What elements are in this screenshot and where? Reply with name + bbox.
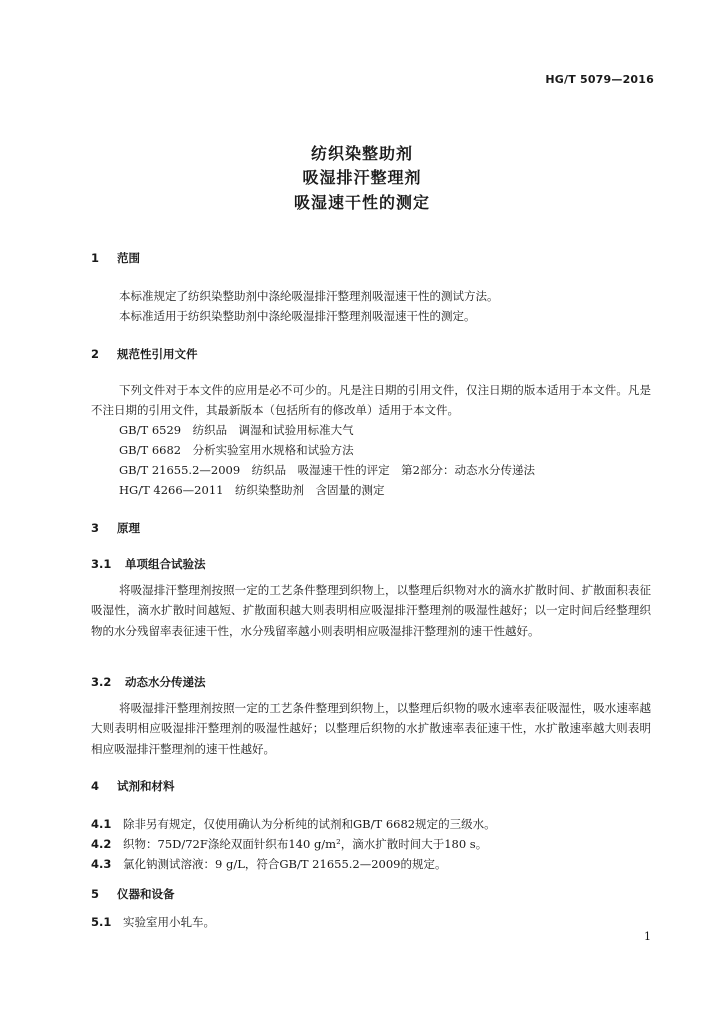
- section-title: 原理: [117, 521, 140, 535]
- section-number: 1: [91, 251, 100, 265]
- reference-item: HG/T 4266—2011 纺织染整助剂 含固量的测定: [119, 483, 385, 497]
- section-number: 2: [91, 347, 100, 361]
- section-3-heading: [91, 520, 140, 536]
- item-number: 4.2: [91, 837, 112, 851]
- section-title: 规范性引用文件: [117, 347, 198, 361]
- section-number: 3.1: [91, 557, 112, 571]
- title-line-3: 吸湿速干性的测定: [293, 193, 430, 212]
- section-title: 仪器和设备: [117, 887, 175, 901]
- section-5-heading: [91, 886, 175, 902]
- section-2-heading: [91, 346, 198, 362]
- title-line-1: 纺织染整助剂: [310, 144, 413, 163]
- list-item: [91, 816, 496, 832]
- section-title: 动态水分传递法: [125, 675, 206, 689]
- section-number: 5: [91, 887, 100, 901]
- item-text: 织物：75D/72F涤纶双面针织布140 g/m²，滴水扩散时间大于180 s。: [123, 837, 488, 851]
- item-text: 实验室用小轧车。: [123, 915, 215, 929]
- section-3-2-heading: [91, 674, 206, 690]
- list-item: [91, 836, 487, 852]
- list-item: [91, 914, 215, 930]
- reference-item: GB/T 6682 分析实验室用水规格和试验方法: [119, 443, 354, 457]
- references-intro: 下列文件对于本文件的应用是必不可少的。凡是注日期的引用文件，仅注日期的版本适用于本文件。凡是不注日期的引用文件，其最新版本（包括所有的修改单）适用于本文件。: [91, 383, 651, 418]
- item-text: 除非另有规定，仅使用确认为分析纯的试剂和GB/T 6682规定的三级水。: [123, 817, 496, 831]
- section-title: 单项组合试验法: [125, 557, 206, 571]
- section-1-heading: [91, 250, 140, 266]
- item-number: 4.3: [91, 857, 112, 871]
- reference-item: GB/T 21655.2—2009 纺织品 吸湿速干性的评定 第2部分：动态水分传递法: [119, 463, 535, 477]
- scope-paragraph-2: 本标准适用于纺织染整助剂中涤纶吸湿排汗整理剂吸湿速干性的测定。: [119, 309, 476, 323]
- standard-number: HG/T 5079—2016: [545, 73, 654, 86]
- section-number: 3: [91, 521, 100, 535]
- page-number: 1: [644, 930, 651, 943]
- section-title: 试剂和材料: [117, 779, 175, 793]
- section-4-heading: [91, 778, 175, 794]
- list-item: [91, 856, 447, 872]
- section-3-2-text: 将吸湿排汗整理剂按照一定的工艺条件整理到织物上，以整理后织物的吸水速率表征吸湿性，吸水速率越大则表明相应吸湿排汗整理剂的吸湿性越好；以整理后织物的水扩散速率表征速干性，水扩散速率越大则表明相应吸湿排汗整理剂的速干性越好。: [91, 701, 651, 756]
- scope-paragraph-1: 本标准规定了纺织染整助剂中涤纶吸湿排汗整理剂吸湿速干性的测试方法。: [119, 289, 499, 303]
- item-number: 4.1: [91, 817, 112, 831]
- title-line-2: 吸湿排汗整理剂: [302, 168, 422, 187]
- section-3-1-heading: [91, 556, 206, 572]
- section-title: 范围: [117, 251, 140, 265]
- section-number: 3.2: [91, 675, 112, 689]
- item-text: 氯化钠测试溶液：9 g/L，符合GB/T 21655.2—2009的规定。: [123, 857, 447, 871]
- reference-item: GB/T 6529 纺织品 调湿和试验用标准大气: [119, 423, 354, 437]
- section-number: 4: [91, 779, 100, 793]
- item-number: 5.1: [91, 915, 112, 929]
- section-3-1-text: 将吸湿排汗整理剂按照一定的工艺条件整理到织物上，以整理后织物对水的滴水扩散时间、扩散面积表征吸湿性，滴水扩散时间越短、扩散面积越大则表明相应吸湿排汗整理剂的吸湿性越好；以一定时间后经整理织物的水分残留率表征速干性，水分残留率越小则表明相应吸湿排汗整理剂的速干性越好。: [91, 583, 651, 638]
